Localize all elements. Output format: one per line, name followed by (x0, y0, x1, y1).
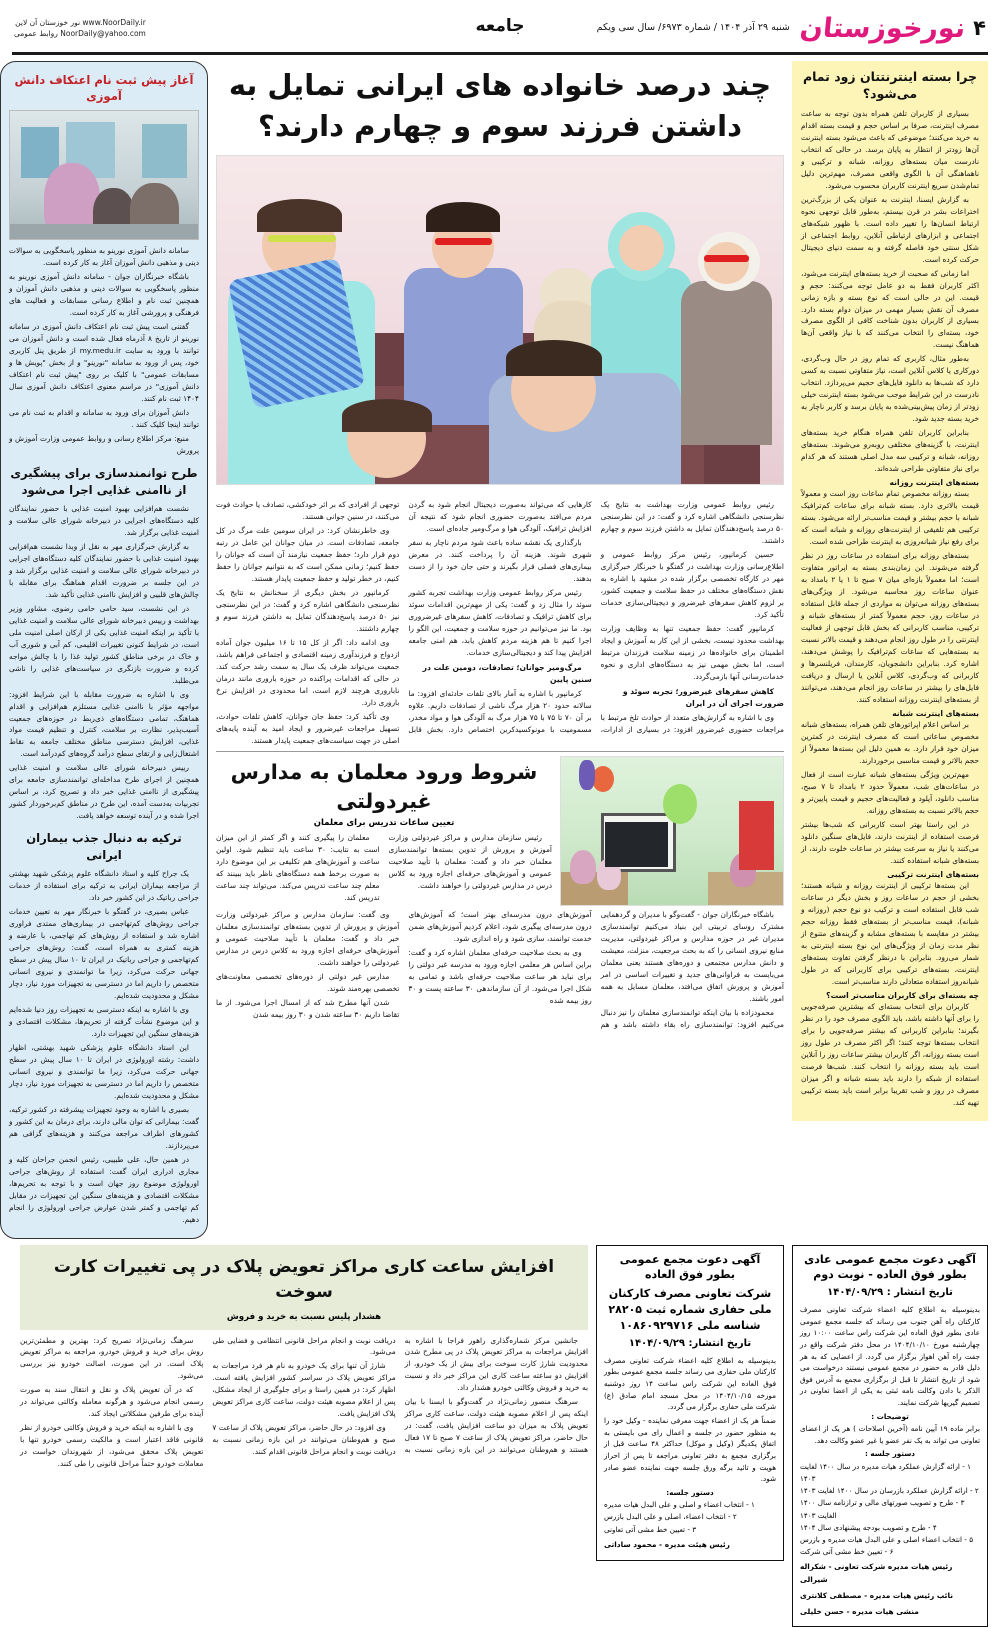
paragraph: بارگذاری یک نقشه ساده باعث شود مردم ناچار به سفر شهری شوند. هزینه آن را پرداخت کنند. در معرض بیماری‌های فصلی قرار بگیرند و حتی جان خود را از دست بدهند. (408, 537, 591, 585)
paragraph: گفتنی است پیش ثبت نام اعتکاف دانش آموزی در سامانه نورینو از تاریخ ۸ آذرماه فعال شده است و دانش آموزان می توانند با ورود به سایت my.medu.ir از طریق پنل کاربری خود، پس از ورود به سامانه "نورینو" و از بخش "پویش ها و مسابقات عمومی" با کلیک بر روی "پیش ثبت نام اعتکاف دانش آموزی" در مراسم معنوی اعتکاف دانش آموزی سال ۱۴۰۴ ثبت نام کنند. (9, 321, 199, 405)
paragraph: وی گفت: سازمان مدارس و مراکز غیردولتی وزارت آموزش و پرورش از تدوین بسته‌های توانمندسازی معلمان خبر داد و گفت: معلمان با تأیید صلاحیت عمومی و آموزش‌های حرفه‌ای اجازه ورود به کلاس درس در مدارس غیردولتی را خواهند داشت. (216, 909, 399, 969)
paragraph: وی با اشاره به گزارش‌های متعدد از حوادث تلخ مرتبط با مراجعات حضوری غیرضرور افزود: در بسیاری از ادارات، کارهایی که می‌تواند به‌صورت دیجیتال انجام شود به گردن مردم می‌افتد به‌صورت حضوری انجام شود که نتیجه آن افزایش ترافیک، آلودگی هوا و مرگ‌ومیر جاده‌ای است. (408, 499, 784, 747)
etekaf-headline: آغاز پیش ثبت نام اعتکاف دانش آموزی (9, 72, 199, 104)
paragraph: که در آن تعویض پلاک و نقل و انتقال سند به صورت رسمی انجام می‌شود و هرگونه معامله وکالتی می‌تواند در آینده برای طرفین مشکلاتی ایجاد کند. (20, 1384, 203, 1420)
paragraph: کرمانپور گفت: حفظ جمعیت تنها به وظایف وزارت بهداشت محدود نیست، بخشی از این کار به آموزش و ایجاد اطمینان برای خانواده‌ها در زمینه سلامت فرزندان مرتبط است، اما بخش مهمی نیز به دستگاه‌های اداری و نحوه خدمات‌رسانی آنها بازمی‌گردد. (601, 623, 784, 683)
paragraph: وی با اشاره به ضرورت مقابله با این شرایط افزود: مواجهه مؤثر با ناامنی غذایی مستلزم هم‌افزایی و اقدام هماهنگ، تمامی دستگاه‌های ذی‌ربط در حوزه‌های جمعیت آسیب‌پذیر، نظارت بر سلامت، کنترل و تنظیم قیمت مواد غذایی، افزایش دسترسی مناطق مختلف جامعه به نقاط اشتغال‌زایی و ارتقای سطح درآمد گروه‌های کم‌درآمد است. (9, 689, 199, 761)
paragraph: کرمانپور در بخش دیگری از سخنانش به نتایج یک نظرسنجی دانشگاهی اشاره کرد و گفت: در این نظرسنجی نیز ۵۰ درصد پاسخ‌دهندگان تمایل به داشتن فرزند سوم و چهارم داشتند. (216, 587, 399, 635)
paragraph: باشگاه خبرنگاران جوان - گفت‌وگو با مدیران و گردهمایی مشترک روسای تربیتی این بنیاد می‌کنیم توانمندسازی مدیران غیر در حوزه مدارس و مراکز غیردولتی، مدیریت منابع نیروی انسانی را که به بحث مرجعیت، منزلت، معیشت و دانش مدارس مجتمعی و دوره‌های هستند یعنی معلمان می‌بایست به فراوانی‌های جدید و تغییرات اساسی در امر آموزش و پرورش اتفاق می‌افتد، معلمان مسایل به همه امور باشند. (601, 909, 784, 1005)
paragraph: دانش آموزان برای ورود به سامانه و اقدام به ثبت نام می توانند اینجا کلیک کنند . (9, 407, 199, 431)
masthead-left (14, 17, 146, 40)
paragraph: رئیس مرکز روابط عمومی وزارت بهداشت تجربه کشور سوئد را مثال زد و گفت: یکی از مهم‌ترین اقدامات سوئد برای کاهش ترافیک و تصادفات، کاهش سفرهای غیرضروری بود. ما نیز می‌توانیم در حوزه سلامت و جمعیت، این الگو را اجرا کنیم تا هم هزینه مردم کاهش یابد، هم امنی جامعه افزایش پیدا کند و دیجیتالی‌سازی خدمات. (408, 587, 591, 659)
bottom-notices (0, 1239, 1000, 1627)
paragraph: یک جراح کلیه و استاد دانشگاه علوم پزشکی شهید بهشتی از مراجعه بیماران ایرانی به ترکیه برای استفاده از خدمات جراحی رباتیک در این کشور خبر داد. (9, 868, 199, 904)
photo-caption (216, 485, 784, 499)
turkey-patients-headline: ترکیه به دنبال جذب بیماران ایرانی (9, 830, 199, 864)
paragraph: باشگاه خبرنگاران جوان - سامانه دانش آموزی نورینو به منظور پاسخگویی به سوالات دینی و مذهبی دانش آموزان و همچنین ثبت نام و اطلاع رسانی مسابقات و فعالیت های فرهنگی و پرورشی آغاز به کار کرده است. (9, 271, 199, 319)
paragraph: در این راستا بهتر است کاربرانی که شب‌ها بیشتر فرصت استفاده از اینترنت دارند، فایل‌های سنگین دانلود می‌کنند یا نیاز به سرعت بیشتر در ساعات خلوت دارند، از بسته‌های شبانه استفاده کنند. (801, 819, 979, 867)
paragraph: بصیری با اشاره به وجود تجهیزات پیشرفته در کشور ترکیه، گفت: بیمارانی که توان مالی دارند، برای درمان به این کشور و کشورهای اطراف مراجعه می‌کنند و هزینه‌های گزافی هم می‌پردازند. (9, 1104, 199, 1152)
paragraph: منبع: مرکز اطلاع رسانی و روابط عمومی وزارت آموزش و پرورش (9, 433, 199, 457)
food-security-headline: طرح توانمندسازی برای پیشگیری از ناامنی غذایی اجرا می‌شود (9, 465, 199, 499)
fuel-article-body (20, 1335, 588, 1471)
masthead (0, 0, 1000, 52)
notice-date: تاریخ انتشار: ۱۴۰۴/۰۹/۲۹ (604, 1337, 776, 1352)
paragraph: شارژ آن تنها برای یک خودرو به نام هر فرد مراجعات به مراکز تعویض پلاک در سراسر کشور افزایش یافته است. اظهار کرد: در همین راستا و برای جلوگیری از ایجاد مشکل، پس از اعلام مصوبه هیئت دولت، ساعت کاری مراکز تعویض پلاک افزایش یافت. (212, 1360, 395, 1420)
paragraph: رئیس سازمان مدارس و مراکز غیردولتی وزارت آموزش و پرورش از تدوین بسته‌ها توانمندسازی معلمان خبر داد و گفت: معلمان با تأیید صلاحیت عمومی و آموزش‌های حرفه‌ای اجازه ورود به کلاس درس در مدارس غیردولتی را خواهند داشت. (389, 832, 553, 892)
subheading: چه بسته‌ای برای کاربران مناسب‌تر است؟ (801, 991, 979, 1000)
signature: رئیس هیئت مدیره - محمود ساداتی (604, 1539, 776, 1552)
school-article-subtitle: تعیین ساعات تدریس برای معلمان (216, 818, 552, 828)
subheading: بسته‌های اینترنت شبانه (801, 709, 979, 718)
paragraph: وی با اشاره به اینکه دسترسی به تجهیزات روز دنیا شده‌ایم و این موضوع نشأت گرفته از تحریم‌ها، مشکلات اقتصادی و هزینه‌های سنگین این تجهیزات دارد. (9, 1004, 199, 1040)
paragraph: وی به بحث صلاحیت حرفه‌ای معلمان اشاره کرد و گفت: براین اساس هر معلمی اجازه ورود به مدرسه غیر دولتی را برای نباید هر ساعت صلاحیت حرفه‌ای باشد و تمامی به شکل اجرا می‌شود. از آن سازماندهی ۳۰ ساعته پست و ۳۰ روز بیمه شده (408, 947, 591, 1007)
paragraph: کرمانپور با اشاره به آمار بالای تلفات حادثه‌ای افزود: ما سالانه حدود ۲۰ هزار مرگ ناشی از تصادفات داریم. علاوه بر آن ۷۰ تا ۷۵ با ۷۵ هزار مرگ به آلودگی هوا و مواد مخدر، مسمومیت با مونوکسیدکربن اختصاص دارد. بخش قابل توجهی از افرادی که بر اثر خودکشی، تصادف یا حوادث فوت می‌کنند، در سنین جوانی هستند. (216, 499, 592, 747)
paragraph: بسته روزانه مخصوص تمام ساعات روز است و معمولاً قیمت بالاتری دارد. بسته شبانه برای ساعات کم‌ترافیک شبانه با حجم بیشتر و قیمت مناسب‌تر ارائه می‌شود. بسته ترکیبی هم تلفیقی از اینترنت‌های روزانه و شبانه است که برای رفع نیاز شبانه‌روزی به اینترنت طراحی شده است. (801, 488, 979, 548)
paragraph: کاربران برای انتخاب بسته‌ای که بیشترین صرفه‌جویی را برای آنها داشته باشد، باید الگوی مصرف خود را در نظر بگیرند؛ بنابراین کاربرانی که بیشتر صرفه‌جویی را برای انتخاب بسته‌ها توجه کنند؛ اگر اکثر مصرف در طول روز است بسته روزانه، اگر کاربران بیشتر ساعات روز را آنلاین است باید بسته روزانه را انتخاب کنند. شب‌ها فرصت استفاده از شبکه را دارند باید بسته شبانه و اگر میزان مصرف در روز و شب تقریبا برابر است باید بسته ترکیبی تهیه کند. (801, 1001, 979, 1109)
email-address[interactable]: NoorDaily@yahoo.com (60, 28, 146, 39)
paragraph: بدینوسیله به اطلاع کلیه اعضاء شرکت تعاونی مصرف کارکنان راه آهن جنوب می رساند که جلسه مجمع عمومی عادی بطور فوق العاده این شرکت راس ساعت ۱۰:۰۰ روز چهارشنبه مورخ ۱۴۰۴/۱۰/۱۰ در محل دفتر شرکت واقع در جفت راه آهن اهواز برگزار می گردد. از اعضایی که به هر دلیل قادر به حضور در مجمع عمومی نیستند درخواست می شود از تاریخ انتشار تا قبل از برگزاری مجمع به آدرس فوق الذکر با دادن وکالت نامه ثبتی به یکی از اعضا تعاونی در تصمیم گیریها شرکت نمایند. (800, 1304, 980, 1409)
notes-title: توضیحات : (800, 1411, 980, 1423)
school-article-header (216, 756, 784, 906)
paragraph: عباس بصیری، در گفتگو با خبرنگار مهر به تعیین خدمات جراحی روش‌های کم‌تهاجمی در بیماری‌های ممتدی فراوری اشاره شد و استفاده از روش‌های کم تهاجمی، با عارضه و هزینه کمتری به همراه است، گفت: روش‌های جراحی کم‌تهاجمی و جراحی رباتیک در ایران تا ۱۰ سال پیش در سطح جهانی حرکت می‌کرد، زیرا ما توانمندی و نیروی انسانی متخصص را داریم اما در دسترسی به تجهیزات مورد نیاز، دچار مشکل و محدودیت شده‌ایم. (9, 906, 199, 1002)
website-url[interactable]: www.NoorDaily.ir (82, 17, 145, 28)
paragraph: بسیاری از کاربران تلفن همراه بدون توجه به ساعت مصرف اینترنت، صرفا بر اساس حجم و قیمت بسته اقدام به خرید می‌کنند؛ موضوعی که باعث می‌شود بسته اینترنت آن‌ها زودتر از انتظار به پایان برسد. در حالی که انتخاب نادرست میان بسته‌های روزانه، شبانه و ترکیبی و ناهماهنگی آن با الگوی واقعی مصرف، مهم‌ترین دلیل تمام‌شدن سریع اینترنت کاربران محسوب می‌شود. (801, 108, 979, 192)
signature: رئیس هیات مدیره شرکت تعاونی - شکراله شیرالی (800, 1561, 980, 1587)
agenda-item: ۱ - ارائه گزارش عملکرد هیات مدیره در سال ۱۴۰۰ لغایت ۱۴۰۳ (800, 1461, 980, 1485)
agenda-item: ۲ - ارائه گزارش عملکرد بازرسان در سال ۱۴۰۰ لغایت ۱۴۰۳ (800, 1485, 980, 1497)
agenda-item: ۴ - طرح و تصویب بودجه پیشنهادی سال ۱۴۰۴ (800, 1522, 980, 1534)
paragraph: اما زمانی که صحبت از خرید بسته‌های اینترنت می‌شود، اکثر کاربران فقط به دو عامل توجه می‌کنند: حجم و قیمت. این در حالی است که نوع بسته و بازه زمانی مصرف آن نقش بسیار مهمی در میزان دوام بسته دارد. بسیاری از کاربران بدون شناخت کافی از الگوی مصرف خود، بسته‌ای را انتخاب می‌کنند که با نیاز واقعی آن‌ها هماهنگ نیست. (801, 268, 979, 352)
fuel-article-title: افزایش ساعت کاری مراکز تعویض پلاک در پی تغییرات کارت سوخت (30, 1255, 578, 1306)
paragraph: ضمناً هر یک از اعضاء جهت معرفی نماینده - وکیل خود را به منظور حضور در جلسه و اعمال رای می بایستی به اتفاق یکدیگر (وکیل و موکل) حداکثر ۴۸ ساعت قبل از برگزاری مجمع به دفتر تعاونی مراجعه تا پس از احراز هویت و تائید برگه ورق جلسه جهت نماینده عضو صادر شود. (604, 1415, 776, 1485)
right-sidebar-box (0, 61, 208, 1239)
notice-title: آگهی دعوت مجمع عمومی عادی بطور فوق العاده - نوبت دوم (800, 1252, 980, 1284)
main-grid (0, 61, 1000, 1239)
paragraph: سرهنگ منصور زمانی‌نژاد در گفت‌وگو با ایسنا با بیان اینکه پس از اعلام مصوبه هیئت دولت، ساعت کاری مراکز تعویض پلاک به میزان دو ساعت افزایش یافت، گفت: در حال حاضر، مراکز تعویض پلاک از ساعت ۷ صبح تا ۱۷ فعال هستند و هم‌وطنان می‌توانند در این بازه زمانی نسبت به دریافت نوبت و انجام مراحل قانونی انتظامی و فضایی طی می‌شود. (212, 1335, 588, 1471)
paragraph: بر اساس اعلام اپراتورهای تلفن همراه، بسته‌های شبانه مخصوص ساعاتی است که مصرف اینترنت در کمترین میزان خود قرار دارد. به همین دلیل این بسته‌ها معمولاً از حجم بالاتر و قیمت مناسبی برخوردارند. (801, 719, 979, 767)
paragraph: نشست هم‌افزایی بهبود امنیت غذایی با حضور نمایندگان کلیه دستگاه‌های اجرایی در دبیرخانه شورای عالی سلامت و امنیت غذایی برگزار شد. (9, 503, 199, 539)
family-photo (216, 155, 784, 485)
paragraph: محمودزاده با بیان اینکه توانمندسازی معلمان را نیز دنبال می‌کنیم افزود: توانمندسازی راه بقاء داشته باشد و هم آموزش‌های درون‌ مدرسه‌ای بهتر است؛ که آموزش‌های درون مدرسه‌ای پیگیری شود، اعلام کردیم آموزش‌های ضمن خدمت توانمند، سازی شود و راه اندازی شود. (408, 909, 784, 1031)
subheading: بسته‌های اینترنت ترکیبی (801, 870, 979, 879)
right-sidebar (0, 61, 208, 1239)
agenda-item: ۲ - انتخاب اعضاء، اصلی و علی البدل بازرس (604, 1511, 776, 1523)
paragraph: وی خاطرنشان کرد: در ایران سومین علت مرگ در کل جامعه، تصادفات است. در میان جوانان این عامل در رتبه دوم قرار دارد؛ حفظ جمعیت نیازمند آن است که جوانان را حفظ کنیم؛ زمانی ممکن است که به نتوانیم جوانان را حفظ کنیم، در خطر تولید و حفظ جمعیت پایدار هستند. (216, 525, 399, 585)
left-sidebar (792, 61, 988, 1121)
subheading: مرگ‌ومیر جوانان؛ تصادفات، دومین علت در سنین پایین (408, 662, 591, 687)
internet-package-article (792, 61, 988, 1121)
paragraph: بدینوسیله به اطلاع کلیه اعضاء شرکت تعاونی مصرف کارکنان ملی حفاری می رساند جلسه مجمع عمومی بطور فوق العاده این شرکت راس ساعت ۱۴ روز دوشنبه مورخه ۱۴۰۴/۱۰/۱۵ در محل مسجد امام صادق (ع) شرکت ملی حفاری برگزار می گردد. (604, 1355, 776, 1413)
paragraph: معلمان را پیگیری کنند و اگر کمتر از این میزان است به نتایب: ۳۰ ساعت باید تنظیم شود. اولین ساعت و آموزش‌های هم تکلیفی بر این موضوع دارد به صورت برخط همه دستگاه‌های ناظر باید ببینند که معلم چند ساعت تدریس می‌کند. می‌تواند چند ساعت تدریس کند. (216, 832, 380, 904)
subheading: کاهش سفرهای غیرضرور؛ تجربه سوئد و ضرورت اجرای آن در ایران (601, 686, 784, 711)
agenda-item: ۳ - طرح و تصویب صورتهای مالی و ترازنامه سال ۱۴۰۰ الغایت ۱۴۰۳ (800, 1497, 980, 1521)
paragraph: مهم‌ترین ویژگی بسته‌های شبانه عبارت است از فعال در ساعات‌های شب، معمولاً حدود ۲ بامداد تا ۷ صبح، مناسب دانلود، آپلود و فعالیت‌های حجیم و قیمت پایین‌تر و حجم بالاتر نسبت به بسته‌های روزانه. (801, 769, 979, 817)
agenda-item: ۱ - انتخاب اعضاء و اصلی و علی البدل هیات مدیره (604, 1499, 776, 1511)
agenda-item: ۳ - تعیین خط مشی آتی تعاونی (604, 1524, 776, 1536)
online-label: نور خوزستان آن لاین (15, 18, 80, 27)
school-article-headline: شروط ورود معلمان به مدارس غیردولتی (216, 758, 552, 815)
main-article-body (216, 499, 784, 747)
agenda-item: ۵ - انتخاب اعضاء اصلی و علی البدل هیات مدیره و بازرس (800, 1534, 980, 1546)
students-prayer-photo (9, 110, 199, 240)
paragraph: وی با اشاره به اینکه خرید و فروش وکالتی خودرو از نظر قانونی فاقد اعتبار است و مالکیت رسمی خودرو تنها با تعویض پلاک محقق می‌شود، از شهروندان خواست در معاملات خودرو حتماً مراحل قانونی را طی کنند. (20, 1422, 203, 1470)
masthead-right (597, 15, 986, 42)
fuel-article-subtitle: هشدار پلیس نسبت به خرید و فروش (30, 1312, 578, 1322)
paragraph: وی ادامه داد: اگر از کل ۱۵ تا ۱۶ میلیون جوان آماده ازدواج و فرزندآوری زمینه اقتصادی و اجتماعی فراهم باشد، جمعیت می‌تواند ظرف یک سال به سمت رشد حرکت کند. در حالی که اقدامات پراکنده در حوزه باروری مانند درمان ناباروری هرچند لازم است، اما محدودی در افزایش نرخ باروری دارد. (216, 637, 399, 709)
section-title: جامعه (475, 16, 524, 36)
internet-article-headline: چرا بسته اینترنتتان زود تمام می‌شود؟ (801, 69, 979, 103)
paragraph: در این نشست، سید حامی حامی رضوی، مشاور وزیر بهداشت و رییس دبیرخانه شورای عالی سلامت و امنیت غذایی با تأکید بر اینکه امنیت غذایی یکی از ارکان اصلی امنیت ملی است، در شرایط کنونی تغییرات اقلیمی، کم آبی و شوری آب و خاک در برخی مناطق کشور تولید غذا را با چالش مواجه کرده و ضرورت بازنگری در سیاست‌های غذایی را ناشی می‌طلبد. (9, 603, 199, 687)
subheading: بسته‌های اینترنت روزانه (801, 478, 979, 487)
paragraph: این استاد دانشگاه علوم پزشکی شهید بهشتی، اظهار داشت: رشته اورولوژی در ایران تا ۱۰ سال پیش در سطح جهانی حرکت می‌کرد، زیرا ما توانمندی و نیروی انسانی متخصص را داریم اما در دسترسی به تجهیزات مورد نیاز، دچار مشکل و محدودیت شده‌ایم. (9, 1042, 199, 1102)
paragraph: به گزارش ایسنا، اینترنت به عنوان یکی از بزرگ‌ترین اختراعات بشر در قرن بیستم، به‌طور قابل توجهی نحوه ارتباط انسان‌ها را تغییر داده است. با ظهور شبکه‌های اجتماعی و ابزارهای ارتباطی آنلاین، روابط اجتماعی از شکل سنتی خود فاصله گرفته و به سمت دنیای دیجیتال حرکت کرده است. (801, 194, 979, 266)
divider (216, 751, 784, 752)
classroom-photo (560, 756, 784, 906)
paragraph: این بسته‌ها ترکیبی از اینترنت روزانه و شبانه هستند؛ بخشی از حجم در ساعات روز و بخش دیگر در ساعات شب قابل استفاده است و ترکیب دو نوع حجم (روزانه و شبانه)، قیمت مناسب‌تر از بسته‌های فقط روزانه حجم بیشتر در مقایسه با بسته‌های مشابه و گزینه‌های متنوع از نظر مدت زمان از ویژگی‌های این نوع بسته اینترنتی به شمار می‌رود. بنابراین با درنظر گرفتن تفاوت بسته‌های اینترنت، بسته‌های ترکیبی برای کاربرانی که در طول شبانه‌روز استفاده متعادلی دارند مناسب‌تر است. (801, 880, 979, 988)
paragraph: در همین حال، علی طبیبی، رئیس انجمن جراحان کلیه و مجاری ادراری ایران گفت: استفاده از روش‌های جراحی اورولوژی موضوع روز جهان است و با توجه به تحریم‌ها، مشکلات اقتصادی و هزینه‌های سنگین این تجهیزات در مقابل کم تهاجمی و کمتر شدن عوارض جراحی اورولوژی را انجام دهیم. (9, 1154, 199, 1226)
paragraph: حسین کرمانپور، رئیس مرکز روابط عمومی و اطلاع‌رسانی وزارت بهداشت در گفتگو با خبرنگار خبرگزاری مهر در کارگاه تخصصی برگزار شده در مشهد با اشاره به نقش دستگاه‌های مختلف در حفظ سلامت و جمعیت کشور، بر لزوم کاهش سفرهای غیرضرور و دیجیتالی‌سازی خدمات تأکید کرد. (601, 549, 784, 621)
center-column (216, 61, 784, 1031)
fuel-article-banner (20, 1245, 588, 1330)
main-headline: چند درصد خانواده های ایرانی تمایل به داشتن فرزند سوم و چهارم دارند؟ (224, 65, 776, 147)
paragraph: رییس دبیرخانه شورای عالی سلامت و امنیت غذایی همچنین از اجرای طرح مداخله‌ای توانمندسازی جامعه برای پیشگیری از ناامنی غذایی خبر داد و تصریح کرد، بر اساس تجربیات به‌دست آمده، این طرح در مناطق کم‌برخوردار کشور اجرا شده و در آینده توسعه خواهد یافت. (9, 762, 199, 822)
paragraph: جانشین مرکز شماره‌گذاری راهور فراجا با اشاره به افزایش مراجعات به مراکز تعویض پلاک در پی مطرح شدن محدودیت شارژ کارت سوخت برای بیش از یک خودرو، از افزایش دو ساعته ساعت کاری این مراکز خبر داد و نسبت به خرید و فروش وکالتی خودرو هشدار داد. (405, 1335, 588, 1395)
drilling-cooperative-notice (596, 1245, 784, 1561)
paragraph: وی تأکید کرد: حفظ جان جوانان، کاهش تلفات حوادث، تسهیل مراجعات غیرضرور و ایجاد امید به آینده پایه‌های اصلی در جهت سیاست‌های جمعیت پایدار هستند. (216, 711, 399, 747)
masthead-rule (12, 52, 988, 55)
signature: منشی هیات مدیره - حسن خلیلی (800, 1606, 980, 1619)
paragraph: وی افزود: در حال حاضر، مراکز تعویض پلاک از ساعت ۷ صبح و هم‌وطنان می‌توانند در این بازه زمانی نسبت به دریافت نوبت و انجام مراحل قانونی اقدام کنند. (212, 1422, 395, 1458)
notice-title: آگهی دعوت مجمع عمومی بطور فوق العاده (604, 1252, 776, 1284)
paragraph: بسته‌های روزانه برای استفاده در ساعات روز در نظر گرفته می‌شوند. این زمان‌بندی بسته به اپراتور متفاوت است؛ اما معمولاً بازه‌ای میان ۷ صبح تا ۱ یا ۲ بامداد به عنوان ساعات روز محاسبه می‌شود. از ویژگی‌های بسته‌های روزانه می‌توان به مواردی از جمله قابل استفاده در ساعات روز، حجم معمولاً کمتر از بسته‌های شبانه و ترکیبی، مناسب کاربرانی که بخش قابل توجهی از فعالیت اینترنتی را در طول روز انجام می‌دهند و قیمت بالاتر نسبت به بسته‌هایی که ساعات کم‌ترافیک را پوشش می‌دهند، اشاره کرد. بنابراین دانشجویان، کارمندان، فریلنسرها و کاربرانی که وب‌گردی، کلاس آنلاین یا ارسال و دریافت فایل‌های را بیشتر در ساعات روز انجام می‌دهند، می‌توانند از بسته‌های اینترنت روزانه استفاده کنند. (801, 550, 979, 706)
railway-cooperative-notice (792, 1245, 988, 1627)
agenda-title: دستور جلسه : (800, 1448, 980, 1460)
paragraph: به گزارش خبرگزاری مهر به نقل از وبدا نشست هم‌افزایی بهبود امنیت غذایی با حضور نمایندگان کلیه دستگاه‌های اجرایی در دبیرخانه شورای عالی سلامت و امنیت غذایی برگزار شد و در این جلسه بر ضرورت اقدام هماهنگ برای مقابله با چالش‌های قلبیی و افزایش ناامنی غذایی تأکید شد. (9, 541, 199, 601)
school-article-lead (216, 832, 552, 904)
signature: نائب رئیس هیات مدیره - مصطفی کلانتری (800, 1590, 980, 1603)
agenda-item: ۶ - تعیین خط مشی آتی شرکت (800, 1546, 980, 1558)
notice-date: تاریخ انتشار : ۱۴۰۴/۰۹/۲۹ (800, 1286, 980, 1301)
paragraph: سرهنگ زمانی‌نژاد تصریح کرد: بهترین و مطمئن‌ترین روش برای خرید و فروش خودرو، مراجعه به مراکز تعویض پلاک است. در این صورت، اصالت خودرو نیز بررسی می‌شود. (20, 1335, 203, 1383)
paragraph: به‌طور مثال، کاربری که تمام روز در حال وب‌گردی، دورکاری یا کلاس آنلاین است، نیاز متفاوتی نسبت به کسی دارد که شب‌ها به دانلود فایل‌های حجیم می‌پردازد. انتخاب نادرست در این شرایط موجب می‌شود بسته اینترنت خیلی زودتر از زمان پیش‌بینی‌شده به پایان برسد و کاربر ناچار به خرید بسته جدید شود. (801, 353, 979, 425)
school-article-body (216, 909, 784, 1031)
paragraph: بنابراین کاربران تلفن همراه هنگام خرید بسته‌های اینترنت، با گزینه‌های مختلفی روبه‌رو می‌شوند. بسته‌های روزانه، شبانه و ترکیبی سه مدل اصلی هستند که هر کدام برای نیاز متفاوتی طراحی شده‌اند. (801, 427, 979, 475)
newspaper-logo: نورخوزستان (798, 15, 966, 42)
paragraph: سامانه دانش آموزی نورینو به منظور پاسخگویی به سوالات دینی و مذهبی دانش آموزان آغاز به کار کرده است. (9, 245, 199, 269)
paragraph: برابر ماده ۱۹ آیین نامه (آخرین اصلاحات ) هر یک از اعضای تعاونی می تواند به یک نفر عضو یا غیر عضو وکالت دهد. (800, 1423, 980, 1446)
notice-subtitle: شرکت تعاونی مصرف کارکنان ملی حفاری شماره ثبت ۲۸۲۰۵ شناسه ملی ۱۰۸۶۰۹۲۹۷۱۶ (604, 1286, 776, 1334)
paragraph: مدارس غیر دولتی از دوره‌های تخصصی معاونت‌های تخصصی بهره‌مند شوند. (216, 971, 399, 995)
agenda-title: دستور جلسه: (604, 1487, 776, 1499)
paragraph: شدن آنها مطرح شد که از امسال اجرا می‌شود. از ما تقاضا داریم ۳۰ ساعته شدن و ۳۰ روز بیمه شدن (216, 997, 399, 1021)
page-number: ۴ (973, 18, 986, 39)
paragraph: رئیس روابط عمومی وزارت بهداشت به نتایج یک نظرسنجی دانشگاهی اشاره کرد و گفت: در این نظرسنجی ۵۰ درصد پاسخ‌دهندگان تمایل به داشتن فرزند سوم و چهارم داشتند. (601, 499, 784, 547)
fuel-card-article (20, 1245, 588, 1471)
masthead-dateline: شنبه ۲۹ آذر ۱۴۰۴ / شماره ۶۹۷۳/ سال سی ویکم (597, 22, 790, 35)
pr-label: روابط عمومی (14, 29, 58, 38)
